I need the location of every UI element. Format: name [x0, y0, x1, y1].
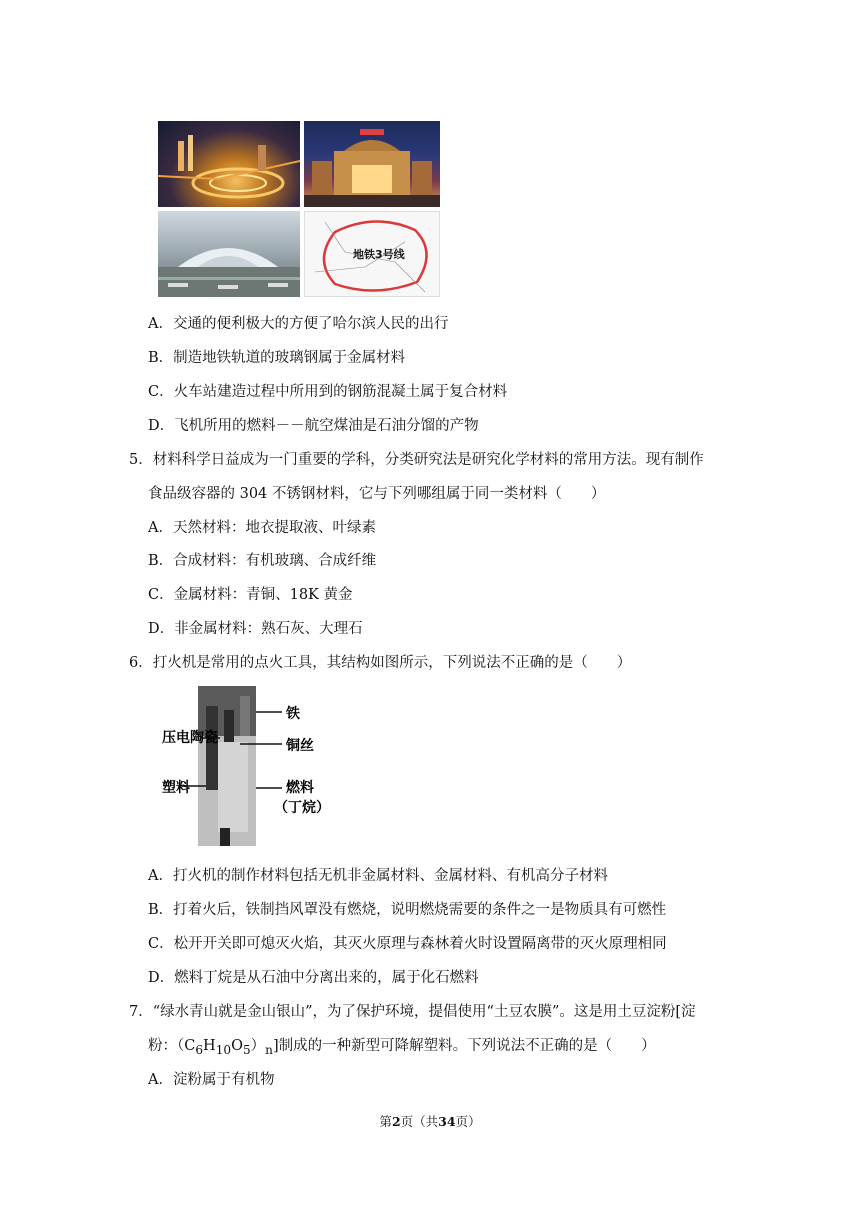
q4-option-a: A．交通的便利极大的方便了哈尔滨人民的出行	[148, 316, 449, 332]
label-fuel: 燃料	[286, 780, 314, 796]
q5-option-b: B．合成材料：有机玻璃、合成纤维	[148, 553, 377, 569]
q6-option-c: C．松开开关即可熄灭火焰，其灭火原理与森林着火时设置隔离带的灭火原理相同	[148, 936, 667, 952]
label-copper: 铜丝	[286, 738, 314, 754]
q5-option-c: C．金属材料：青铜、18K 黄金	[148, 587, 353, 603]
airport-photo	[158, 211, 300, 297]
footer-mid: 页（共	[400, 1114, 439, 1129]
page-footer	[0, 1112, 860, 1130]
label-butane: （丁烷）	[274, 800, 330, 816]
q4-option-b: B．制造地铁轨道的玻璃钢属于金属材料	[148, 350, 406, 366]
q7-option-a: A．淀粉属于有机物	[148, 1072, 275, 1088]
label-iron: 铁	[286, 706, 300, 722]
o-symbol: O	[231, 1038, 243, 1054]
lighter-diagram	[160, 682, 370, 848]
q6-option-d: D．燃料丁烷是从石油中分离出来的，属于化石燃料	[148, 970, 479, 986]
q4-option-d: D．飞机所用的燃料－－航空煤油是石油分馏的产物	[148, 418, 479, 434]
photo-grid	[158, 121, 440, 297]
h-symbol: H	[203, 1038, 216, 1054]
q6-option-a: A．打火机的制作材料包括无机非金属材料、金属材料、有机高分子材料	[148, 868, 608, 884]
close-paren: ）	[250, 1038, 266, 1054]
q5-stem-line2: 食品级容器的 304 不锈钢材料，它与下列哪组属于同一类材料（ ）	[148, 486, 606, 502]
label-plastic: 塑料	[162, 780, 190, 796]
subscript-10: 10	[215, 1042, 232, 1057]
q5-option-d: D．非金属材料：熟石灰、大理石	[148, 621, 363, 637]
footer-total-pages: 34	[438, 1114, 456, 1129]
q6-option-b: B．打着火后，铁制挡风罩没有燃烧，说明燃烧需要的条件之一是物质具有可燃性	[148, 902, 667, 918]
q6-stem: 6．打火机是常用的点火工具，其结构如图所示，下列说法不正确的是（ ）	[129, 655, 632, 671]
metro-line3-map	[304, 211, 440, 297]
q7-stem-line2	[148, 1036, 656, 1060]
q5-option-a: A．天然材料：地衣提取液、叶绿素	[148, 520, 376, 536]
q7-text-pre: 粉：（C	[148, 1038, 196, 1054]
footer-post: 页）	[455, 1114, 481, 1129]
subscript-n: n	[265, 1042, 273, 1057]
footer-pre: 第	[379, 1114, 392, 1129]
footer-page-number: 2	[391, 1114, 401, 1129]
q7-text-post: ]制成的一种新型可降解塑料。下列说法不正确的是（ ）	[272, 1038, 656, 1054]
subscript-5: 5	[242, 1042, 251, 1057]
railway-station-photo	[304, 121, 440, 207]
subscript-6: 6	[195, 1042, 204, 1057]
label-ceramic: 压电陶瓷	[162, 730, 218, 746]
q5-stem-line1: 5．材料科学日益成为一门重要的学科，分类研究法是研究化学材料的常用方法。现有制作	[129, 452, 704, 468]
q7-stem-line1: 7．“绿水青山就是金山银山”，为了保护环境，提倡使用“土豆农膜”。这是用土豆淀粉[淀	[129, 1004, 696, 1020]
metro-map-label: 地铁3号线	[353, 248, 405, 261]
harbin-night-photo	[158, 121, 300, 207]
q4-option-c: C．火车站建造过程中所用到的钢筋混凝土属于复合材料	[148, 384, 508, 400]
